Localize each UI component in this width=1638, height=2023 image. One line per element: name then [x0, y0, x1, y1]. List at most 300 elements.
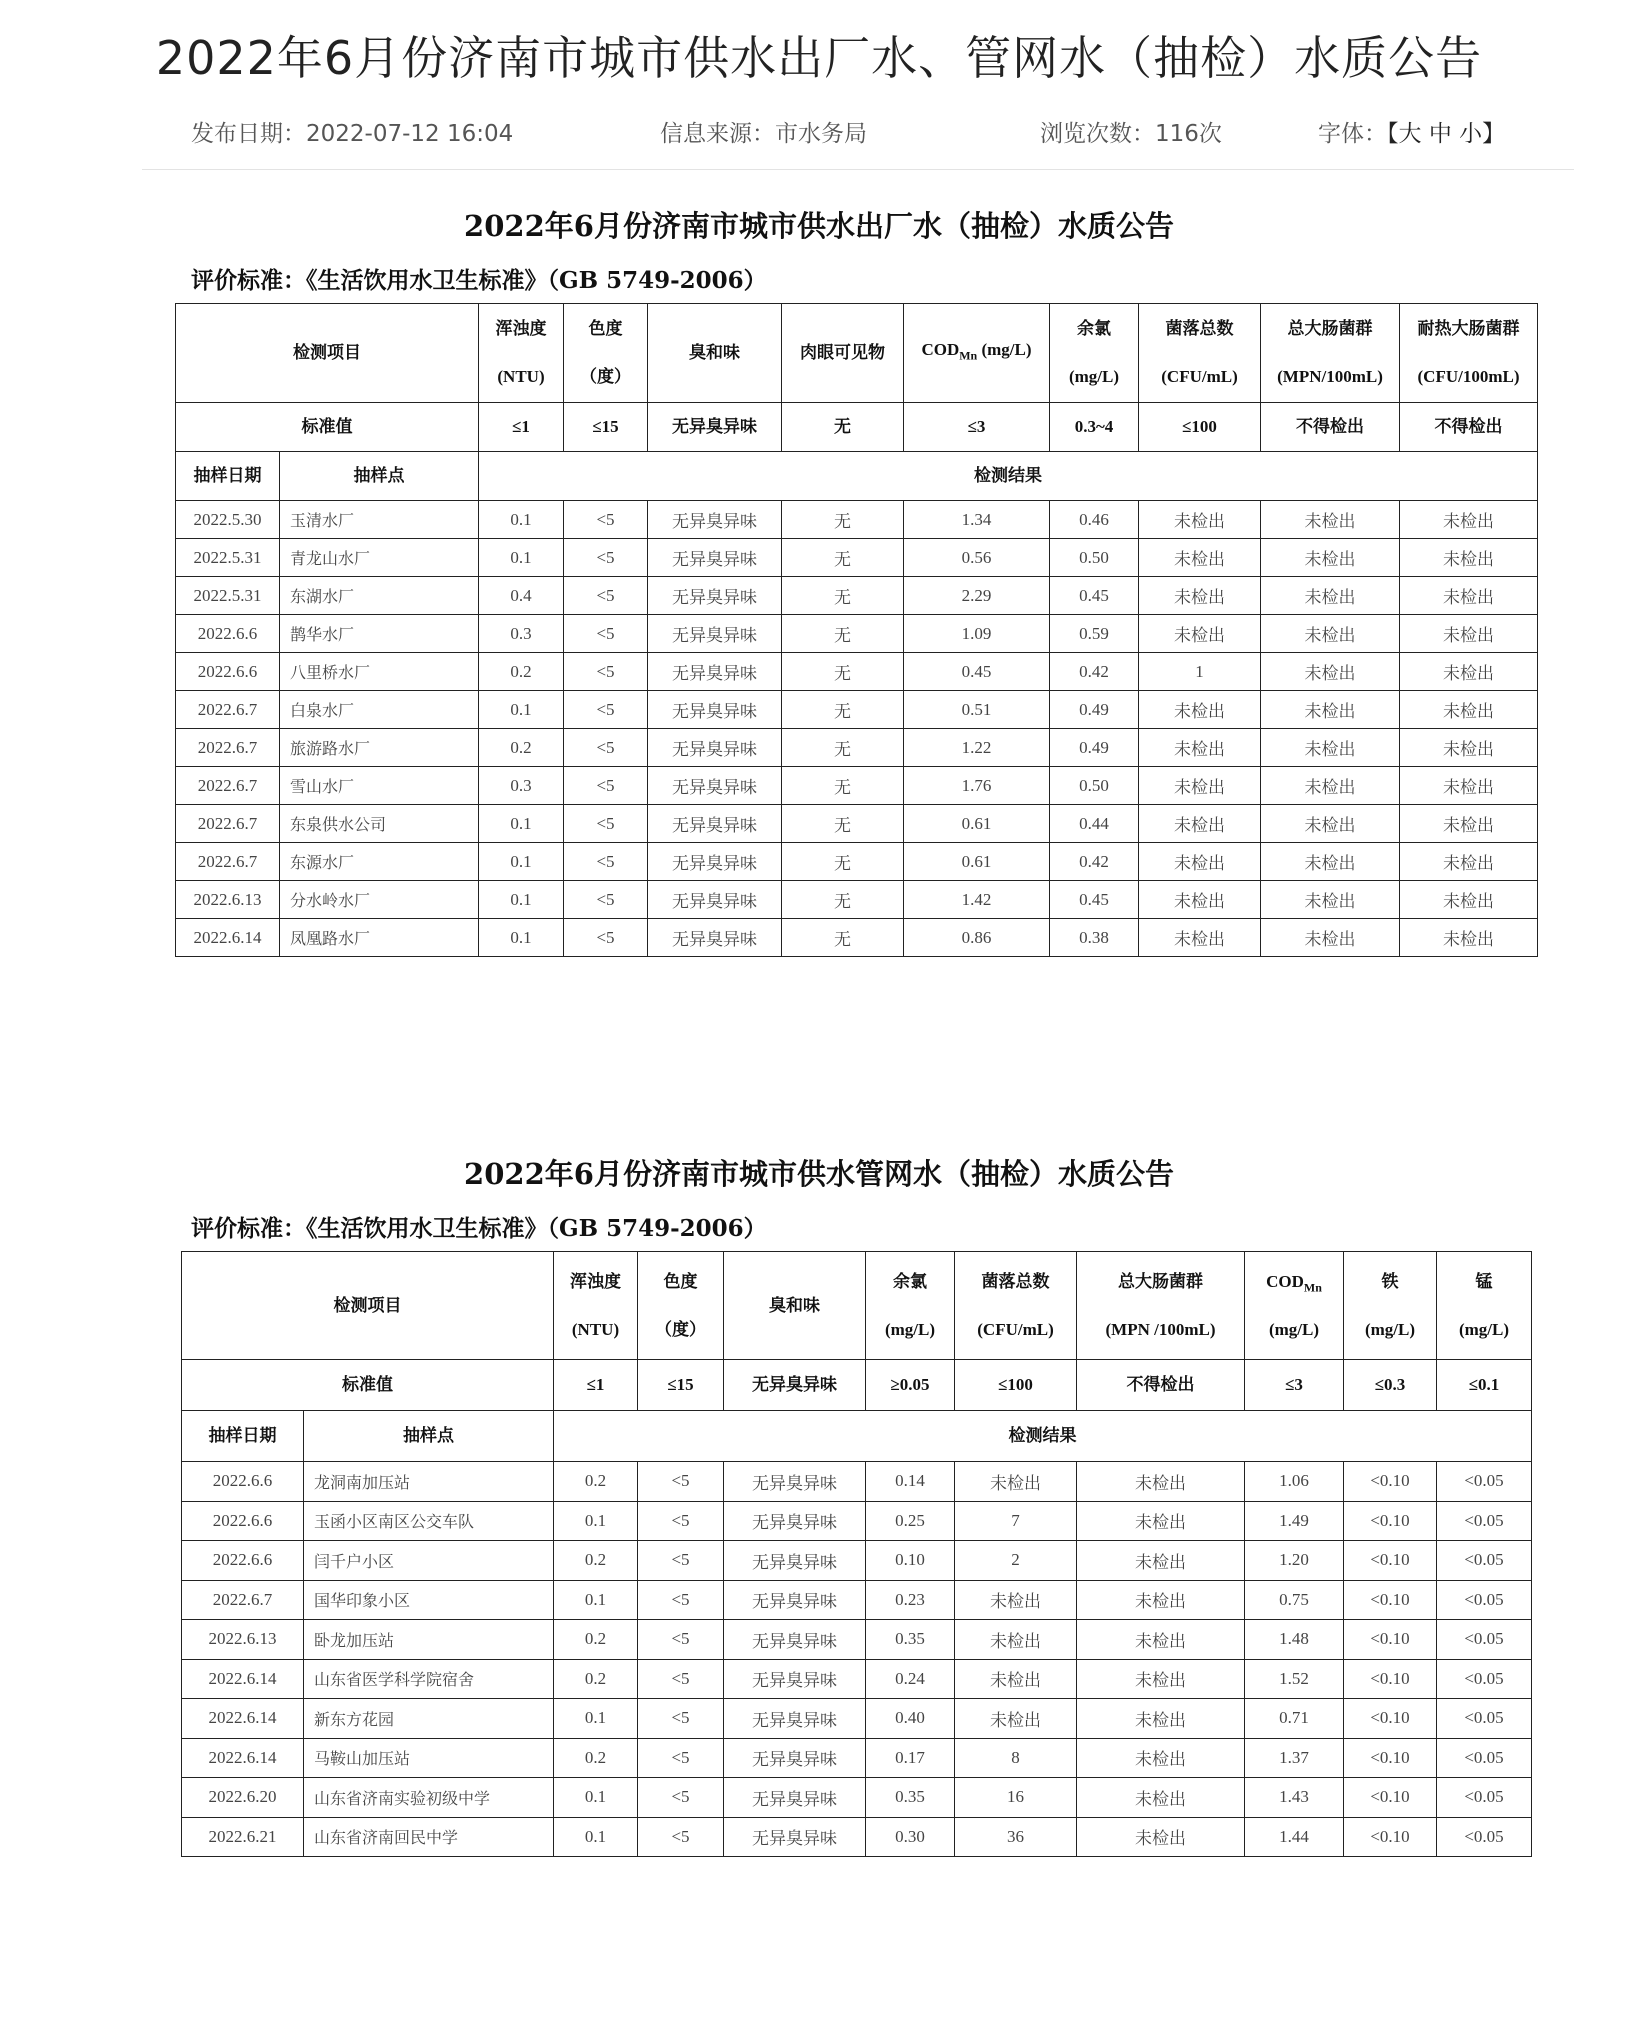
result-value-cell: 未检出: [1139, 691, 1261, 729]
sample-site-cell: 闫千户小区: [304, 1541, 554, 1581]
sample-date-cell: 2022.6.6: [176, 653, 280, 691]
result-value-cell: 无异臭异味: [648, 843, 782, 881]
result-value-cell: 0.2: [554, 1541, 638, 1581]
result-value-cell: 0.49: [1050, 691, 1139, 729]
result-value-cell: 未检出: [1400, 767, 1538, 805]
result-value-cell: 未检出: [1261, 615, 1400, 653]
result-value-cell: <0.10: [1344, 1699, 1437, 1739]
result-value-cell: 无异臭异味: [724, 1778, 866, 1818]
sample-site-cell: 东泉供水公司: [280, 805, 479, 843]
result-header-cell: 检测结果: [479, 452, 1538, 501]
font-size-label: 字体：: [1318, 121, 1387, 147]
result-value-cell: 0.3: [479, 615, 564, 653]
result-value-cell: 未检出: [1077, 1580, 1245, 1620]
site-header-cell: 抽样点: [280, 452, 479, 501]
standard-value-cell: ≤15: [564, 403, 648, 452]
standard-value-cell: 无: [782, 403, 904, 452]
result-value-cell: 1.48: [1245, 1620, 1344, 1660]
header-cell: 臭和味: [724, 1252, 866, 1360]
result-value-cell: 未检出: [1077, 1738, 1245, 1778]
result-value-cell: 未检出: [1261, 843, 1400, 881]
result-value-cell: 0.10: [866, 1541, 955, 1581]
result-value-cell: <5: [638, 1817, 724, 1857]
header-cell: 菌落总数 (CFU/mL): [1139, 304, 1261, 403]
result-value-cell: 1.76: [904, 767, 1050, 805]
result-value-cell: <0.05: [1437, 1501, 1532, 1541]
table-row: [182, 1541, 1532, 1581]
standard-value-cell: ≥0.05: [866, 1360, 955, 1411]
result-value-cell: 0.56: [904, 539, 1050, 577]
result-value-cell: 未检出: [1139, 729, 1261, 767]
result-value-cell: 未检出: [1400, 881, 1538, 919]
result-value-cell: 未检出: [1139, 767, 1261, 805]
view-count-value: 116次: [1155, 121, 1222, 147]
header-cell: 浑浊度 (NTU): [479, 304, 564, 403]
standard-value-cell: ≤100: [955, 1360, 1077, 1411]
result-value-cell: 未检出: [1077, 1501, 1245, 1541]
result-value-cell: 未检出: [1077, 1817, 1245, 1857]
result-value-cell: 无异臭异味: [724, 1738, 866, 1778]
result-value-cell: 0.25: [866, 1501, 955, 1541]
sample-date-cell: 2022.5.31: [176, 577, 280, 615]
bracket-close: 】: [1482, 121, 1506, 147]
sample-date-cell: 2022.6.21: [182, 1817, 304, 1857]
sample-date-cell: 2022.6.6: [182, 1462, 304, 1502]
date-header-cell: 抽样日期: [176, 452, 280, 501]
result-header-cell: 检测结果: [554, 1411, 1532, 1462]
factory-water-table: [175, 303, 1538, 957]
result-value-cell: 1.34: [904, 501, 1050, 539]
item-header-cell: 检测项目: [176, 304, 479, 403]
sample-date-cell: 2022.6.20: [182, 1778, 304, 1818]
sample-date-cell: 2022.6.7: [176, 805, 280, 843]
result-value-cell: 未检出: [1077, 1659, 1245, 1699]
result-value-cell: 0.59: [1050, 615, 1139, 653]
factory-subheader-row: [176, 452, 1538, 501]
result-value-cell: 无异臭异味: [648, 577, 782, 615]
header-cell: 耐热大肠菌群 (CFU/100mL): [1400, 304, 1538, 403]
result-value-cell: 无异臭异味: [724, 1580, 866, 1620]
standard-value-cell: ≤3: [904, 403, 1050, 452]
standard-value-cell: ≤3: [1245, 1360, 1344, 1411]
item-header-cell: 检测项目: [182, 1252, 554, 1360]
header-cell: $COD_{Mn}$ (mg/L): [904, 304, 1050, 403]
result-value-cell: <0.05: [1437, 1817, 1532, 1857]
result-value-cell: <5: [638, 1659, 724, 1699]
table-row: [182, 1817, 1532, 1857]
result-value-cell: 未检出: [1139, 881, 1261, 919]
table-row: [176, 615, 1538, 653]
result-value-cell: <5: [564, 577, 648, 615]
result-value-cell: 无: [782, 919, 904, 957]
header-cell: 浑浊度 (NTU): [554, 1252, 638, 1360]
result-value-cell: 0.2: [479, 653, 564, 691]
sample-site-cell: 青龙山水厂: [280, 539, 479, 577]
result-value-cell: <5: [564, 767, 648, 805]
result-value-cell: 0.1: [479, 691, 564, 729]
standard-label-cell: 标准值: [176, 403, 479, 452]
font-size-medium-button[interactable]: 中: [1428, 121, 1452, 147]
result-value-cell: 0.1: [554, 1699, 638, 1739]
result-value-cell: <0.10: [1344, 1659, 1437, 1699]
result-value-cell: <0.05: [1437, 1659, 1532, 1699]
result-value-cell: 无: [782, 729, 904, 767]
standard-value-cell: ≤0.3: [1344, 1360, 1437, 1411]
result-value-cell: 0.1: [479, 805, 564, 843]
standard-value-cell: ≤100: [1139, 403, 1261, 452]
sample-date-cell: 2022.6.7: [176, 691, 280, 729]
result-value-cell: 0.40: [866, 1699, 955, 1739]
result-value-cell: 0.49: [1050, 729, 1139, 767]
result-value-cell: 0.1: [479, 843, 564, 881]
result-value-cell: 0.2: [554, 1659, 638, 1699]
network-evaluation-standard: 评价标准：《生活饮用水卫生标准》（GB 5749-2006）: [191, 1215, 767, 1242]
result-value-cell: 无异臭异味: [648, 805, 782, 843]
standard-label-cell: 标准值: [182, 1360, 554, 1411]
header-cell: 余氯 (mg/L): [1050, 304, 1139, 403]
publish-date-label: 发布日期：: [191, 121, 306, 147]
result-value-cell: 无异臭异味: [648, 729, 782, 767]
sample-site-cell: 鹊华水厂: [280, 615, 479, 653]
result-value-cell: 1.42: [904, 881, 1050, 919]
sample-date-cell: 2022.6.14: [182, 1699, 304, 1739]
result-value-cell: 0.45: [1050, 881, 1139, 919]
result-value-cell: 1.37: [1245, 1738, 1344, 1778]
result-value-cell: <5: [564, 539, 648, 577]
result-value-cell: 0.44: [1050, 805, 1139, 843]
result-value-cell: 0.1: [479, 539, 564, 577]
result-value-cell: <0.10: [1344, 1778, 1437, 1818]
result-value-cell: 无异臭异味: [724, 1501, 866, 1541]
result-value-cell: <0.05: [1437, 1620, 1532, 1660]
result-value-cell: 1.44: [1245, 1817, 1344, 1857]
header-cell: 铁 (mg/L): [1344, 1252, 1437, 1360]
result-value-cell: 未检出: [1139, 577, 1261, 615]
result-value-cell: <0.10: [1344, 1541, 1437, 1581]
sample-date-cell: 2022.6.14: [182, 1659, 304, 1699]
sample-date-cell: 2022.6.6: [182, 1501, 304, 1541]
result-value-cell: 未检出: [955, 1580, 1077, 1620]
result-value-cell: 未检出: [1077, 1699, 1245, 1739]
sample-site-cell: 玉函小区南区公交车队: [304, 1501, 554, 1541]
sample-date-cell: 2022.6.7: [176, 843, 280, 881]
result-value-cell: <5: [564, 919, 648, 957]
result-value-cell: 0.50: [1050, 539, 1139, 577]
table-row: [182, 1738, 1532, 1778]
sample-date-cell: 2022.5.31: [176, 539, 280, 577]
view-count: [1040, 115, 1222, 148]
result-value-cell: 未检出: [1139, 501, 1261, 539]
result-value-cell: 未检出: [1400, 539, 1538, 577]
result-value-cell: 未检出: [1400, 615, 1538, 653]
result-value-cell: 1.09: [904, 615, 1050, 653]
standard-value-cell: 无异臭异味: [648, 403, 782, 452]
result-value-cell: <5: [638, 1620, 724, 1660]
header-cell: 肉眼可见物: [782, 304, 904, 403]
result-value-cell: <5: [564, 805, 648, 843]
result-value-cell: 未检出: [1261, 767, 1400, 805]
result-value-cell: <0.05: [1437, 1738, 1532, 1778]
result-value-cell: 0.2: [479, 729, 564, 767]
factory-section-title: 2022年6月份济南市城市供水出厂水（抽检）水质公告: [464, 209, 1174, 243]
font-size-small-button[interactable]: 小: [1459, 121, 1483, 147]
standard-value-cell: 不得检出: [1261, 403, 1400, 452]
result-value-cell: 未检出: [1400, 691, 1538, 729]
result-value-cell: 未检出: [1400, 501, 1538, 539]
network-section-title: 2022年6月份济南市城市供水管网水（抽检）水质公告: [464, 1157, 1174, 1191]
result-value-cell: 无异臭异味: [648, 653, 782, 691]
result-value-cell: <5: [564, 615, 648, 653]
sample-site-cell: 旅游路水厂: [280, 729, 479, 767]
result-value-cell: 0.61: [904, 805, 1050, 843]
result-value-cell: 未检出: [1077, 1462, 1245, 1502]
info-source-label: 信息来源：: [660, 121, 775, 147]
result-value-cell: <0.05: [1437, 1462, 1532, 1502]
header-cell: 锰 (mg/L): [1437, 1252, 1532, 1360]
header-divider: [142, 169, 1574, 170]
result-value-cell: 8: [955, 1738, 1077, 1778]
result-value-cell: <5: [564, 729, 648, 767]
header-cell: $COD_{Mn}$ (mg/L): [1245, 1252, 1344, 1360]
result-value-cell: 0.2: [554, 1462, 638, 1502]
result-value-cell: 0.1: [554, 1778, 638, 1818]
sample-site-cell: 凤凰路水厂: [280, 919, 479, 957]
result-value-cell: 未检出: [1400, 843, 1538, 881]
result-value-cell: 无: [782, 539, 904, 577]
result-value-cell: 无异臭异味: [648, 881, 782, 919]
result-value-cell: 1.22: [904, 729, 1050, 767]
font-size-large-button[interactable]: 大: [1398, 121, 1422, 147]
bracket-open: 【: [1387, 121, 1399, 147]
result-value-cell: 无: [782, 691, 904, 729]
header-cell: 臭和味: [648, 304, 782, 403]
result-value-cell: <0.10: [1344, 1462, 1437, 1502]
result-value-cell: 未检出: [1261, 577, 1400, 615]
result-value-cell: 无异臭异味: [724, 1462, 866, 1502]
result-value-cell: 未检出: [1261, 805, 1400, 843]
date-header-cell: 抽样日期: [182, 1411, 304, 1462]
sample-site-cell: 八里桥水厂: [280, 653, 479, 691]
result-value-cell: 0.75: [1245, 1580, 1344, 1620]
header-cell: 色度 （度）: [638, 1252, 724, 1360]
sample-site-cell: 卧龙加压站: [304, 1620, 554, 1660]
publish-date-value: 2022-07-12 16:04: [306, 121, 514, 147]
sample-site-cell: 新东方花园: [304, 1699, 554, 1739]
sample-site-cell: 雪山水厂: [280, 767, 479, 805]
result-value-cell: 未检出: [1261, 501, 1400, 539]
sample-site-cell: 国华印象小区: [304, 1580, 554, 1620]
result-value-cell: 无异臭异味: [724, 1541, 866, 1581]
standard-value-cell: ≤1: [554, 1360, 638, 1411]
result-value-cell: 0.50: [1050, 767, 1139, 805]
site-header-cell: 抽样点: [304, 1411, 554, 1462]
result-value-cell: 2: [955, 1541, 1077, 1581]
result-value-cell: <0.10: [1344, 1580, 1437, 1620]
result-value-cell: 未检出: [1400, 577, 1538, 615]
sample-site-cell: 玉清水厂: [280, 501, 479, 539]
result-value-cell: 未检出: [1261, 919, 1400, 957]
result-value-cell: 未检出: [1139, 805, 1261, 843]
result-value-cell: 0.3: [479, 767, 564, 805]
result-value-cell: <5: [564, 501, 648, 539]
result-value-cell: 未检出: [1139, 539, 1261, 577]
result-value-cell: 1.06: [1245, 1462, 1344, 1502]
header-cell: 色度 （度）: [564, 304, 648, 403]
table-row: [182, 1620, 1532, 1660]
factory-evaluation-standard: 评价标准：《生活饮用水卫生标准》（GB 5749-2006）: [191, 267, 767, 294]
result-value-cell: 无异臭异味: [648, 919, 782, 957]
result-value-cell: 未检出: [1139, 615, 1261, 653]
result-value-cell: 1.43: [1245, 1778, 1344, 1818]
sample-date-cell: 2022.6.7: [176, 767, 280, 805]
view-count-label: 浏览次数：: [1040, 121, 1155, 147]
result-value-cell: 0.86: [904, 919, 1050, 957]
network-subheader-row: [182, 1411, 1532, 1462]
result-value-cell: 0.45: [1050, 577, 1139, 615]
result-value-cell: 0.42: [1050, 653, 1139, 691]
table-row: [176, 881, 1538, 919]
sample-site-cell: 东源水厂: [280, 843, 479, 881]
result-value-cell: <5: [638, 1462, 724, 1502]
table-row: [176, 919, 1538, 957]
sample-site-cell: 东湖水厂: [280, 577, 479, 615]
font-size-control: [1318, 115, 1505, 148]
result-value-cell: 未检出: [955, 1659, 1077, 1699]
result-value-cell: 未检出: [1261, 539, 1400, 577]
result-value-cell: 无异臭异味: [724, 1817, 866, 1857]
sample-date-cell: 2022.6.13: [176, 881, 280, 919]
table-row: [182, 1778, 1532, 1818]
sample-site-cell: 马鞍山加压站: [304, 1738, 554, 1778]
result-value-cell: <5: [638, 1738, 724, 1778]
result-value-cell: 未检出: [955, 1462, 1077, 1502]
result-value-cell: 0.46: [1050, 501, 1139, 539]
result-value-cell: 无: [782, 881, 904, 919]
network-standard-row: [182, 1360, 1532, 1411]
sample-date-cell: 2022.6.6: [176, 615, 280, 653]
table-row: [182, 1659, 1532, 1699]
header-cell: 余氯 (mg/L): [866, 1252, 955, 1360]
info-source: [660, 115, 867, 148]
result-value-cell: 未检出: [1139, 919, 1261, 957]
result-value-cell: 0.1: [554, 1817, 638, 1857]
sample-site-cell: 山东省济南回民中学: [304, 1817, 554, 1857]
sample-date-cell: 2022.6.6: [182, 1541, 304, 1581]
result-value-cell: 0.2: [554, 1620, 638, 1660]
result-value-cell: <5: [638, 1778, 724, 1818]
table-row: [176, 577, 1538, 615]
result-value-cell: 0.30: [866, 1817, 955, 1857]
result-value-cell: 未检出: [1261, 729, 1400, 767]
standard-value-cell: 无异臭异味: [724, 1360, 866, 1411]
result-value-cell: 0.14: [866, 1462, 955, 1502]
result-value-cell: 未检出: [955, 1699, 1077, 1739]
result-value-cell: 36: [955, 1817, 1077, 1857]
header-cell: 总大肠菌群 (MPN/100mL): [1261, 304, 1400, 403]
table-row: [176, 729, 1538, 767]
result-value-cell: 无异臭异味: [648, 615, 782, 653]
result-value-cell: 0.24: [866, 1659, 955, 1699]
sample-date-cell: 2022.6.7: [182, 1580, 304, 1620]
result-value-cell: 0.2: [554, 1738, 638, 1778]
standard-value-cell: 不得检出: [1400, 403, 1538, 452]
result-value-cell: 未检出: [1400, 653, 1538, 691]
info-source-value: 市水务局: [775, 121, 867, 147]
result-value-cell: <0.05: [1437, 1699, 1532, 1739]
sample-site-cell: 山东省济南实验初级中学: [304, 1778, 554, 1818]
result-value-cell: 无异臭异味: [724, 1659, 866, 1699]
result-value-cell: 1: [1139, 653, 1261, 691]
result-value-cell: 0.1: [554, 1580, 638, 1620]
result-value-cell: 无异臭异味: [648, 767, 782, 805]
sample-site-cell: 白泉水厂: [280, 691, 479, 729]
result-value-cell: 16: [955, 1778, 1077, 1818]
result-value-cell: 未检出: [1077, 1778, 1245, 1818]
sample-site-cell: 龙洞南加压站: [304, 1462, 554, 1502]
table-row: [182, 1501, 1532, 1541]
header-cell: 菌落总数 (CFU/mL): [955, 1252, 1077, 1360]
result-value-cell: <0.10: [1344, 1817, 1437, 1857]
result-value-cell: 0.38: [1050, 919, 1139, 957]
result-value-cell: 未检出: [1400, 805, 1538, 843]
result-value-cell: 无: [782, 615, 904, 653]
result-value-cell: 无异臭异味: [648, 501, 782, 539]
table-row: [176, 539, 1538, 577]
result-value-cell: 0.1: [479, 501, 564, 539]
result-value-cell: <5: [564, 653, 648, 691]
result-value-cell: 无: [782, 805, 904, 843]
result-value-cell: 0.61: [904, 843, 1050, 881]
result-value-cell: 1.52: [1245, 1659, 1344, 1699]
result-value-cell: 未检出: [1077, 1541, 1245, 1581]
standard-value-cell: ≤15: [638, 1360, 724, 1411]
result-value-cell: 0.1: [479, 919, 564, 957]
result-value-cell: 0.35: [866, 1620, 955, 1660]
result-value-cell: <5: [564, 691, 648, 729]
sample-date-cell: 2022.6.7: [176, 729, 280, 767]
result-value-cell: 未检出: [1261, 653, 1400, 691]
result-value-cell: 未检出: [1400, 729, 1538, 767]
factory-standard-row: [176, 403, 1538, 452]
result-value-cell: 无异臭异味: [724, 1699, 866, 1739]
network-water-table: [181, 1251, 1532, 1857]
sample-date-cell: 2022.6.14: [182, 1738, 304, 1778]
header-cell: 总大肠菌群 (MPN /100mL): [1077, 1252, 1245, 1360]
result-value-cell: <0.05: [1437, 1778, 1532, 1818]
result-value-cell: 0.45: [904, 653, 1050, 691]
table-row: [182, 1699, 1532, 1739]
result-value-cell: 无异臭异味: [648, 691, 782, 729]
result-value-cell: 无异臭异味: [648, 539, 782, 577]
result-value-cell: 2.29: [904, 577, 1050, 615]
result-value-cell: 0.71: [1245, 1699, 1344, 1739]
standard-value-cell: ≤0.1: [1437, 1360, 1532, 1411]
result-value-cell: 未检出: [955, 1620, 1077, 1660]
publish-date: [191, 115, 513, 148]
result-value-cell: 无异臭异味: [724, 1620, 866, 1660]
sample-date-cell: 2022.5.30: [176, 501, 280, 539]
result-value-cell: 0.1: [479, 881, 564, 919]
result-value-cell: 无: [782, 577, 904, 615]
result-value-cell: <0.10: [1344, 1620, 1437, 1660]
sample-site-cell: 分水岭水厂: [280, 881, 479, 919]
table-row: [182, 1462, 1532, 1502]
result-value-cell: 无: [782, 843, 904, 881]
result-value-cell: 7: [955, 1501, 1077, 1541]
result-value-cell: 0.4: [479, 577, 564, 615]
result-value-cell: 未检出: [1139, 843, 1261, 881]
result-value-cell: 0.35: [866, 1778, 955, 1818]
